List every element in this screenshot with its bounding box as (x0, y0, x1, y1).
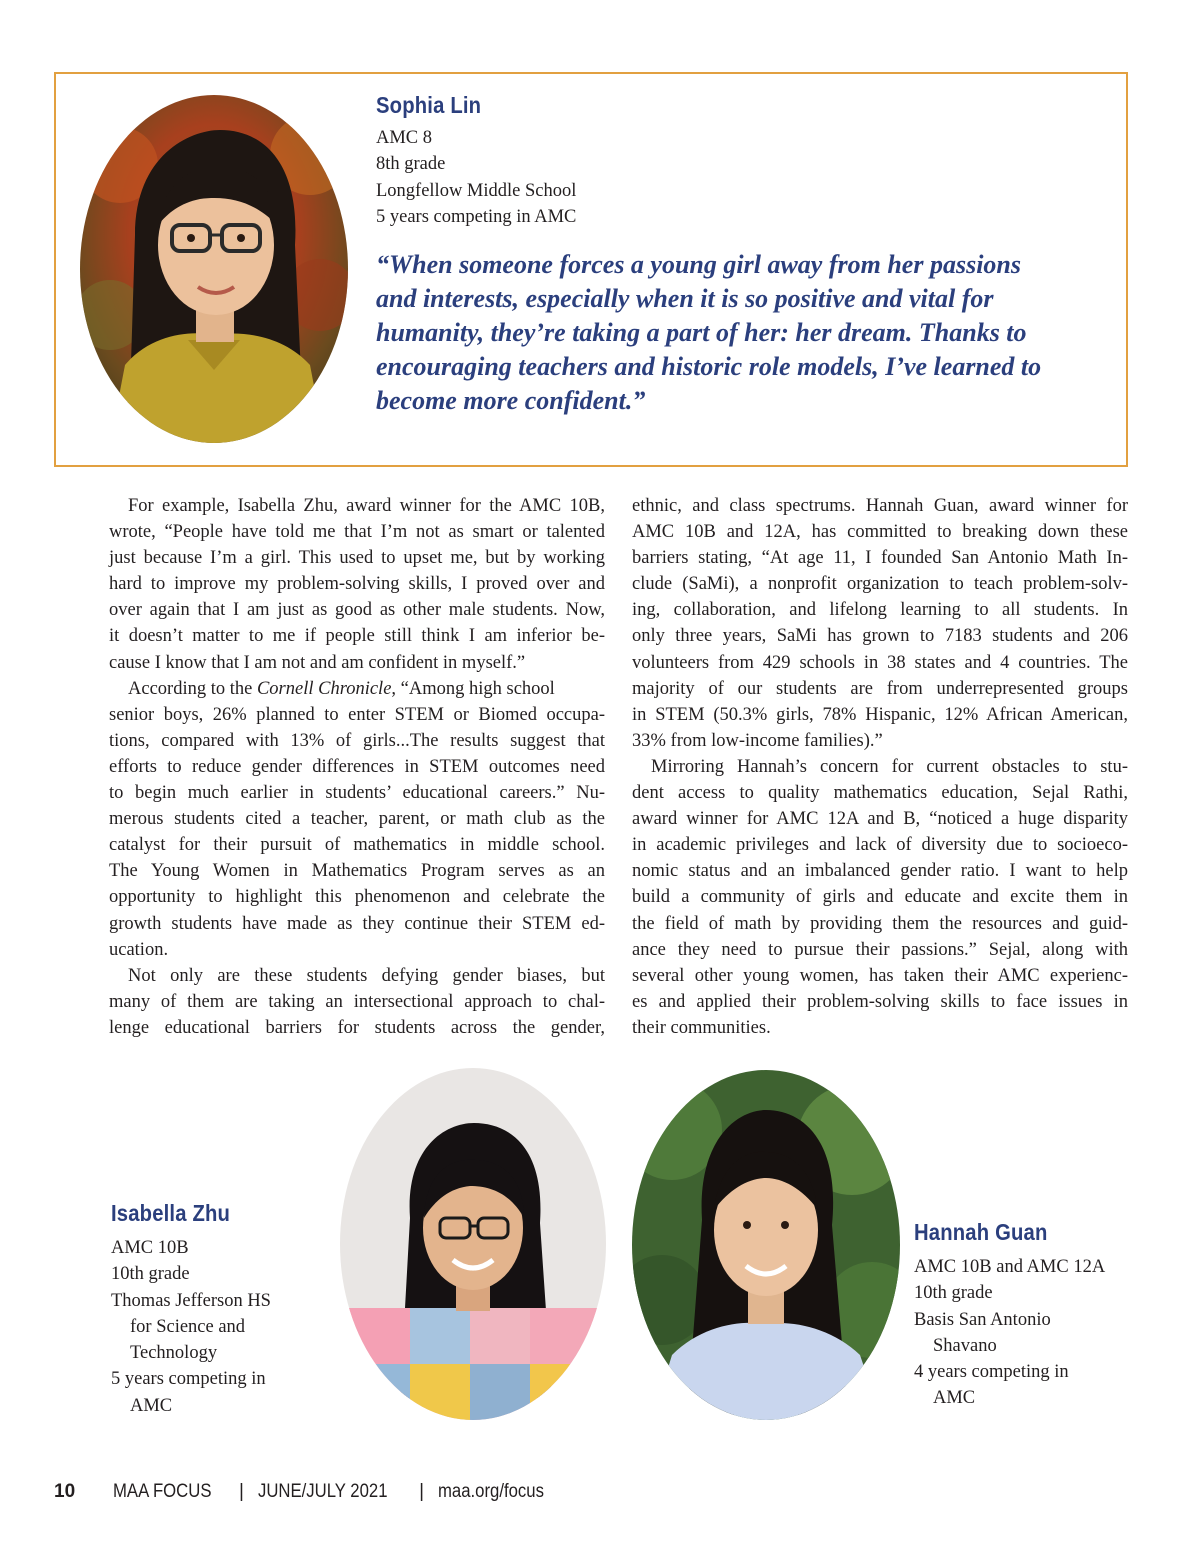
footer-issue: JUNE/JULY 2021 (257, 1481, 388, 1502)
text-line: senior boys, 26% planned to enter STEM or Biomed occupa- (109, 704, 605, 725)
text-line: dent access to quality mathematics education, Sejal Rathi, (632, 783, 1128, 804)
text-line: award winner for AMC 12A and B, “noticed a huge disparity (632, 809, 1128, 830)
detail-line: Shavano (933, 1335, 997, 1356)
text-line: ing, collaboration, and lifelong learning to all students. In (632, 600, 1128, 621)
detail-line: 8th grade (376, 154, 446, 175)
text-line: AMC 10B and 12A, has committed to breaking down these (632, 522, 1128, 543)
text-line: ance they need to pursue their passions.” Sejal, along with (632, 939, 1128, 960)
detail-line: 4 years competing in (914, 1362, 1069, 1383)
text-line: many of them are taking an intersectional approach to chal- (109, 991, 605, 1012)
text-line: volunteers from 429 schools in 38 states and 4 countries. The (632, 652, 1128, 673)
text-line: to begin much earlier in students’ educational careers.” Nu- (109, 783, 605, 804)
quote-line: encouraging teachers and historic role models, I’ve learned to (376, 352, 1042, 381)
text-line: in academic privileges and lack of diversity due to socioeco- (632, 835, 1128, 856)
text-line: According to the Cornell Chronicle, “Among high school (128, 678, 555, 699)
sophia-lin-name: Sophia Lin (376, 92, 482, 118)
text-line: just because I’m a girl. This used to upset me, but by working (109, 548, 605, 569)
text-line: build a community of girls and educate and excite them in (632, 887, 1128, 908)
text-line: nomic status and an imbalanced gender ratio. I want to help (632, 861, 1128, 882)
text-line: growth students have made as they continue their STEM ed- (109, 913, 605, 934)
sophia-lin-photo (80, 95, 348, 443)
hannah-guan-profile (914, 1219, 1154, 1412)
hannah-guan-photo (632, 1070, 900, 1420)
text-line: clude (SaMi), a nonprofit organization to teach problem-solv- (632, 574, 1128, 595)
detail-line: AMC 10B and AMC 12A (914, 1257, 1106, 1277)
footer-url: maa.org/focus (438, 1481, 545, 1502)
text-line: their communities. (632, 1017, 771, 1038)
text-line: ethnic, and class spectrums. Hannah Guan, award winner for (632, 496, 1128, 516)
text-line: merous students cited a teacher, parent, or math club as the (109, 809, 605, 830)
sophia-lin-profile (376, 92, 1096, 230)
text-line: only three years, SaMi has grown to 7183 students and 206 (632, 626, 1128, 647)
isabella-zhu-name: Isabella Zhu (111, 1200, 231, 1226)
detail-line: AMC 10B (111, 1238, 189, 1258)
text-line: The Young Women in Mathematics Program serves as an (109, 861, 605, 882)
text-line: barriers stating, “At age 11, I founded San Antonio Math In- (632, 548, 1128, 569)
quote-line: humanity, they’re taking a part of her: her dream. Thanks to (376, 318, 1027, 347)
quote-line: and interests, especially when it is so positive and vital for (376, 284, 994, 313)
text-line: over again that I am just as good as other male students. Now, (109, 600, 605, 621)
text-line: several other young women, has taken their AMC experienc- (632, 965, 1128, 986)
isabella-zhu-profile (111, 1200, 331, 1419)
detail-line: Thomas Jefferson HS (111, 1290, 271, 1311)
detail-line: 5 years competing in (111, 1369, 266, 1390)
detail-line: AMC (130, 1395, 173, 1416)
detail-line: Longfellow Middle School (376, 180, 577, 201)
text-line: opportunity to highlight this phenomenon and celebrate the (109, 887, 605, 908)
text-line: ucation. (109, 939, 169, 960)
text-line: in STEM (50.3% girls, 78% Hispanic, 12% African American, (632, 704, 1128, 725)
pull-quote (376, 248, 1116, 418)
isabella-zhu-photo (340, 1068, 606, 1420)
text-line: lenge educational barriers for students across the gender, (109, 1017, 605, 1038)
detail-line: AMC 8 (376, 128, 433, 148)
page-number: 10 (54, 1481, 76, 1502)
quote-line: “When someone forces a young girl away from her passions (376, 250, 1021, 279)
quote-line: become more confident.” (376, 386, 646, 415)
text-line: the field of math by providing them the resources and guid- (632, 913, 1128, 934)
page-footer (54, 1478, 558, 1506)
footer-separator: | (419, 1481, 425, 1502)
text-line: catalyst for their pursuit of mathematics in middle school. (109, 835, 605, 856)
text-line: majority of our students are from underrepresented groups (632, 678, 1128, 699)
footer-separator: | (239, 1481, 244, 1502)
detail-line: 5 years competing in AMC (376, 206, 577, 227)
detail-line: 10th grade (914, 1283, 993, 1304)
text-line: es and applied their problem-solving skills to face issues in (632, 991, 1128, 1012)
detail-line: Basis San Antonio (914, 1309, 1051, 1330)
text-line: hard to improve my problem-solving skills, I proved over and (109, 574, 605, 595)
detail-line: AMC (933, 1388, 976, 1409)
footer-publication: MAA FOCUS (113, 1481, 212, 1502)
text-line: For example, Isabella Zhu, award winner for the AMC 10B, (128, 496, 605, 516)
text-line: wrote, “People have told me that I’m not as smart or talented (109, 522, 605, 543)
detail-line: for Science and (130, 1316, 246, 1337)
text-line: cause I know that I am not and am confident in myself.” (109, 652, 526, 673)
text-line: tions, compared with 13% of girls...The results suggest that (109, 730, 605, 751)
hannah-guan-name: Hannah Guan (914, 1219, 1048, 1245)
text-line: it doesn’t matter to me if people still think I am inferior be- (109, 626, 605, 647)
text-line: 33% from low-income families).” (632, 730, 883, 751)
detail-line: 10th grade (111, 1264, 190, 1285)
text-line: Not only are these students defying gender biases, but (128, 965, 605, 986)
detail-line: Technology (130, 1343, 218, 1364)
text-line: efforts to reduce gender differences in STEM outcomes need (109, 756, 605, 777)
text-line: Mirroring Hannah’s concern for current obstacles to stu- (651, 756, 1128, 777)
article-right-column (632, 493, 1128, 1041)
article-left-column (109, 493, 605, 1041)
